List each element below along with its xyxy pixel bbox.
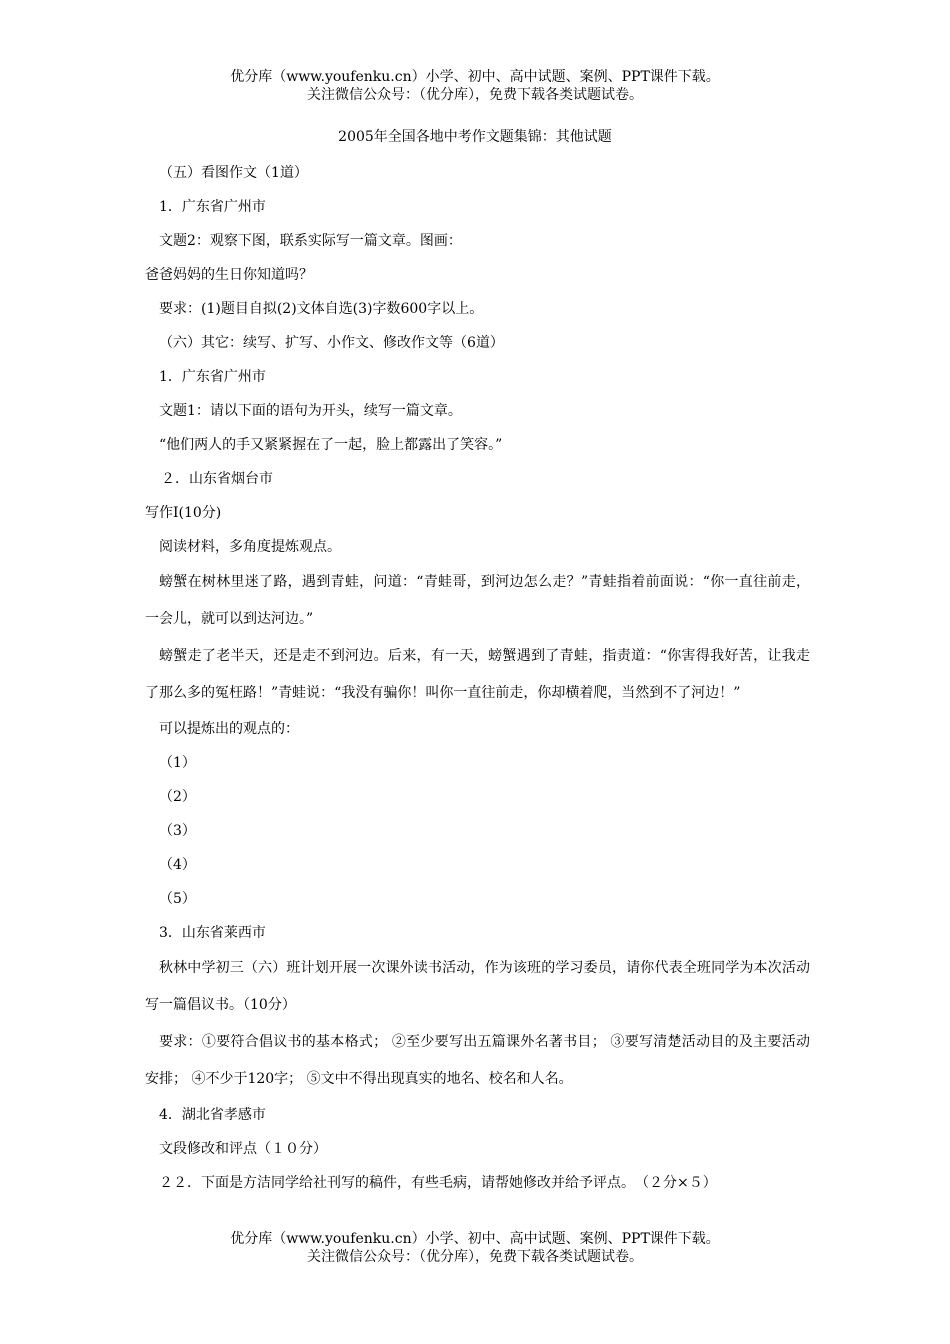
s6-item1-prompt: 文题1：请以下面的语句为开头，续写一篇文章。 (159, 403, 462, 419)
answer-blank-3: （3） (159, 823, 196, 839)
page-footer (0, 1230, 950, 1266)
s6-item2-story-1: 螃蟹在树林里迷了路，遇到青蛙，问道：“青蛙哥，到河边怎么走？”青蛙指着前面说：“你一直往前走，一会儿，就可以到达河边。” (145, 574, 810, 627)
s6-item4-place: 4．湖北省孝感市 (159, 1107, 266, 1123)
s6-item2-story-2: 螃蟹走了老半天，还是走不到河边。后来，有一天，螃蟹遇到了青蛙，指责道：“你害得我好苦，让我走了那么多的冤枉路！”青蛙说：“我没有骗你！叫你一直往前走，你却横着爬，当然到不了河边！” (145, 648, 810, 701)
s5-item1-prompt: 文题2：观察下图，联系实际写一篇文章。图画： (159, 233, 462, 249)
s6-item3-prompt: 秋林中学初三（六）班计划开展一次课外读书活动，作为该班的学习委员，请你代表全班同学为本次活动写一篇倡议书。（10分） (145, 960, 810, 1013)
answer-blank-4: （4） (159, 857, 196, 873)
s6-item4-question: ２２．下面是方洁同学给社刊写的稿件，有些毛病，请帮她修改并给予评点。 （２分×５） (159, 1175, 717, 1191)
s6-item3-place: 3．山东省莱西市 (159, 925, 266, 941)
s6-item1-place: 1．广东省广州市 (159, 369, 266, 385)
footer-line-1: 优分库（www.youfenku.cn）小学、初中、高中试题、案例、PPT课件下载。 (230, 1231, 720, 1247)
s5-item1-caption: 爸爸妈妈的生日你知道吗？ (145, 267, 313, 283)
s6-item1-quote: “他们两人的手又紧紧握在了一起，脸上都露出了笑容。” (159, 437, 503, 453)
s6-item2-task: 写作Ⅰ(10分) (145, 505, 222, 521)
s6-item2-question: 可以提炼出的观点的： (159, 721, 299, 737)
s6-item4-task: 文段修改和评点（１０分） (159, 1141, 327, 1157)
header-line-1: 优分库（www.youfenku.cn）小学、初中、高中试题、案例、PPT课件下载。 (230, 69, 720, 85)
answer-blank-5: （5） (159, 891, 196, 907)
s5-item1-requirements: 要求：(1)题目自拟(2)文体自选(3)字数600字以上。 (159, 301, 484, 317)
footer-line-2: 关注微信公众号：（优分库），免费下载各类试题试卷。 (307, 1249, 643, 1265)
answer-blank-1: （1） (159, 755, 196, 771)
header-line-2: 关注微信公众号：（优分库），免费下载各类试题试卷。 (307, 87, 643, 103)
document-title: 2005年全国各地中考作文题集锦：其他试题 (338, 129, 612, 145)
document-body (145, 156, 810, 1200)
section-6-heading: （六）其它：续写、扩写、小作文、修改作文等（6道） (159, 335, 504, 351)
s6-item3-requirements: 要求：①要符合倡议书的基本格式； ②至少要写出五篇课外名著书目； ③要写清楚活动目的及主要活动安排； ④不少于120字； ⑤文中不得出现真实的地名、校名和人名。 (145, 1034, 810, 1087)
s6-item2-instruction: 阅读材料，多角度提炼观点。 (159, 539, 341, 555)
answer-blank-2: （2） (159, 789, 196, 805)
s5-item1-place: 1．广东省广州市 (159, 199, 266, 215)
page-header (0, 68, 950, 104)
section-5-heading: （五）看图作文（1道） (159, 165, 308, 181)
s6-item2-place: ２．山东省烟台市 (161, 471, 273, 487)
